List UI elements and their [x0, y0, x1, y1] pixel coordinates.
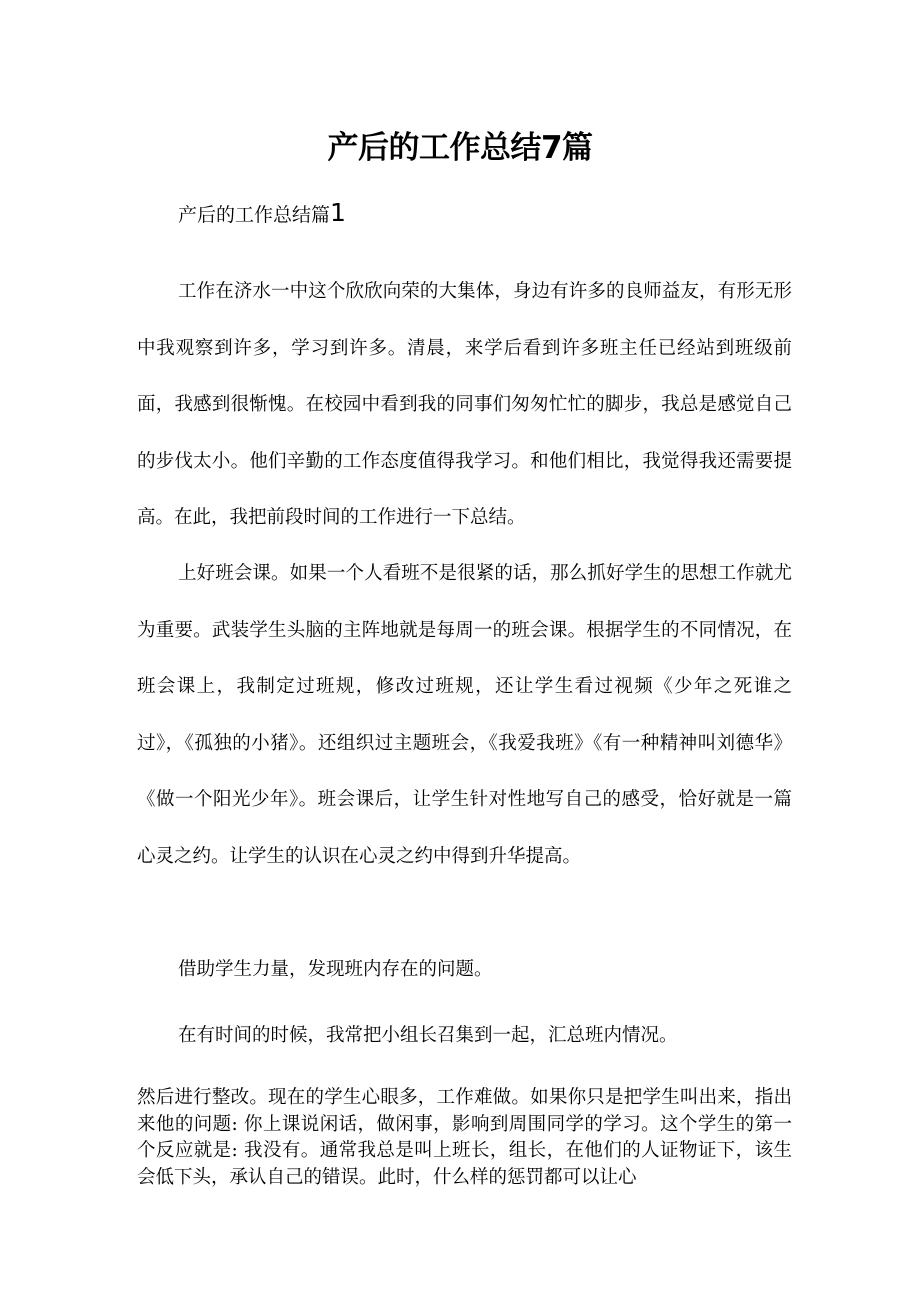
paragraph-student-help: 借助学生力量，发现班内存在的问题。: [178, 959, 493, 980]
section-heading-number: 1: [330, 198, 346, 227]
paragraph-class-meeting: 上好班会课。如果一个人看班不是很紧的话，那么抓好学生的思想工作就尤为重要。武装学生头脑的主阵地就是每周一的班会课。根据学生的不同情况，在班会课上，我制定过班规，修改过班规，还让学生看过视频《少年之死谁之过》，《孤独的小猪》。还组织过主题班会，《我爱我班》《有一种精神叫刘德华》《做一个阳光少年》。班会课后，让学生针对性地写自己的感受，恰好就是一篇心灵之约。让学生的认识在心灵之约中得到升华提高。: [137, 563, 792, 867]
paragraph-group-leaders: 在有时间的时候，我常把小组长召集到一起，汇总班内情况。: [178, 1025, 678, 1046]
document-title: 产后的工作总结7篇: [327, 130, 593, 166]
section-heading: [178, 198, 346, 230]
section-heading-text: 产后的工作总结篇: [178, 204, 331, 226]
paragraph-intro: 工作在济水一中这个欣欣向荣的大集体，身边有许多的良师益友，有形无形中我观察到许多，学习到许多。清晨，来学后看到许多班主任已经站到班级前面，我感到很惭愧。在校园中看到我的同事们匆匆忙忙的脚步，我总是感觉自己的步伐太小。他们辛勤的工作态度值得我学习。和他们相比，我觉得我还需要提高。在此，我把前段时间的工作进行一下总结。: [137, 281, 792, 528]
paragraph-rectification: 然后进行整改。现在的学生心眼多，工作难做。如果你只是把学生叫出来，指出来他的问题: 你上课说闲话，做闲事，影响到周围同学的学习。这个学生的第一个反应就是: 我没有。通常我总是叫上班长，组长，在他们的人证物证下，该生会低下头，承认自己的错误。此时，什么样的惩罚都可以让心: [137, 1087, 792, 1188]
